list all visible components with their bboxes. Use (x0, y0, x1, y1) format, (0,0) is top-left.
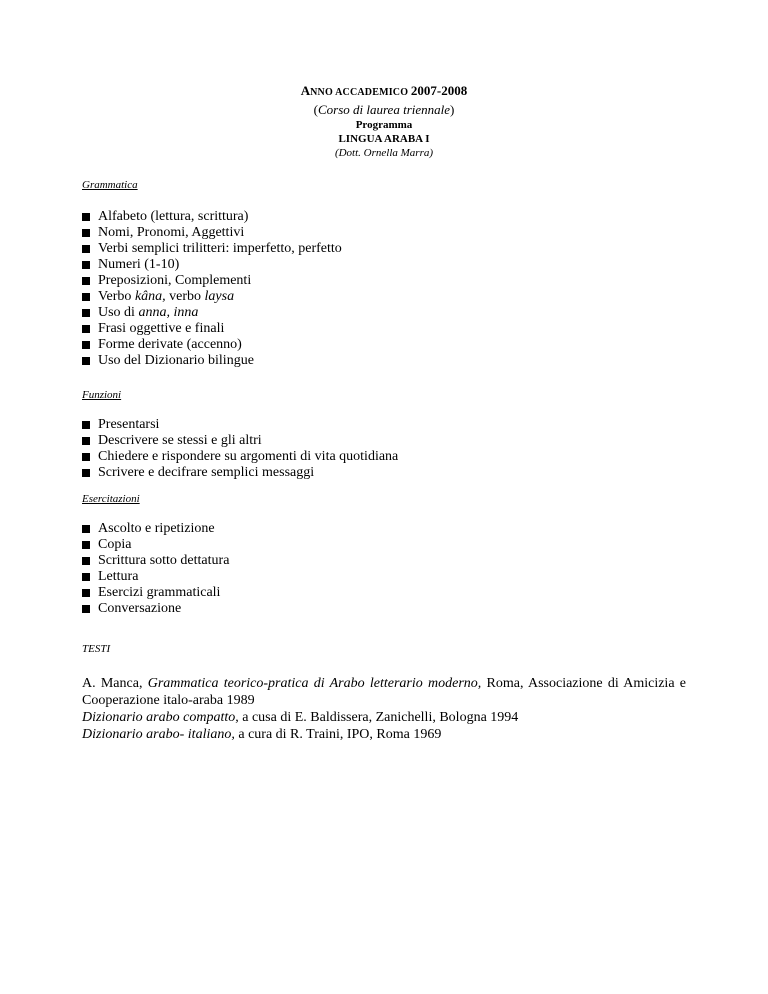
square-bullet-icon (82, 261, 90, 269)
list-item: Frasi oggettive e finali (82, 321, 342, 337)
square-bullet-icon (82, 277, 90, 285)
square-bullet-icon (82, 213, 90, 221)
course-type: (Corso di laurea triennale) (313, 102, 455, 117)
grammatica-list (82, 209, 342, 369)
list-item: Alfabeto (lettura, scrittura) (82, 209, 342, 225)
program-label: Programma (355, 119, 413, 131)
list-item: Uso di anna, inna (82, 305, 342, 321)
square-bullet-icon (82, 421, 90, 429)
list-item: Conversazione (82, 601, 229, 617)
square-bullet-icon (82, 341, 90, 349)
list-item: Verbi semplici trilitteri: imperfetto, perfetto (82, 241, 342, 257)
square-bullet-icon (82, 557, 90, 565)
list-item: Uso del Dizionario bilingue (82, 353, 342, 369)
list-item: Scrivere e decifrare semplici messaggi (82, 465, 398, 481)
section-label-funzioni: Funzioni (82, 389, 122, 401)
square-bullet-icon (82, 469, 90, 477)
square-bullet-icon (82, 229, 90, 237)
square-bullet-icon (82, 357, 90, 365)
square-bullet-icon (82, 541, 90, 549)
square-bullet-icon (82, 589, 90, 597)
academic-year-value: 2007-2008 (410, 83, 468, 98)
esercitazioni-list (82, 521, 229, 617)
references (82, 675, 686, 743)
square-bullet-icon (82, 245, 90, 253)
reference-item: Dizionario arabo- italiano, a cura di R. Traini, IPO, Roma 1969 (82, 727, 442, 742)
section-label-testi: TESTI (82, 643, 111, 655)
list-item: Forme derivate (accenno) (82, 337, 342, 353)
list-item: Chiedere e rispondere su argomenti di vita quotidiana (82, 449, 398, 465)
square-bullet-icon (82, 309, 90, 317)
list-item: Lettura (82, 569, 229, 585)
square-bullet-icon (82, 453, 90, 461)
teacher-name: (Dott. Ornella Marra) (334, 147, 434, 159)
list-item: Copia (82, 537, 229, 553)
square-bullet-icon (82, 437, 90, 445)
square-bullet-icon (82, 605, 90, 613)
course-type-text: Corso di laurea triennale (317, 102, 451, 117)
square-bullet-icon (82, 293, 90, 301)
square-bullet-icon (82, 525, 90, 533)
list-item: Verbo kâna, verbo laysa (82, 289, 342, 305)
section-label-grammatica: Grammatica (82, 179, 138, 191)
reference-item: A. Manca, Grammatica teorico-pratica di Arabo letterario moderno, Roma, Associazione di Amicizia e Cooperazione italo-araba 1989 (82, 676, 687, 708)
list-item: Preposizioni, Complementi (82, 273, 342, 289)
list-item: Esercizi grammaticali (82, 585, 229, 601)
square-bullet-icon (82, 325, 90, 333)
academic-year-label: NNO ACCADEMICO (310, 87, 411, 98)
list-item: Scrittura sotto dettatura (82, 553, 229, 569)
list-item: Descrivere se stessi e gli altri (82, 433, 398, 449)
funzioni-list (82, 417, 398, 481)
document-header (0, 82, 768, 160)
subject-title: LINGUA ARABA I (338, 133, 430, 145)
list-item: Numeri (1-10) (82, 257, 342, 273)
list-item: Ascolto e ripetizione (82, 521, 229, 537)
academic-year (0, 82, 768, 101)
square-bullet-icon (82, 573, 90, 581)
reference-item: Dizionario arabo compatto, a cusa di E. Baldissera, Zanichelli, Bologna 1994 (82, 710, 519, 725)
academic-year-initial: A (300, 83, 311, 98)
list-item: Nomi, Pronomi, Aggettivi (82, 225, 342, 241)
section-label-esercitazioni: Esercitazioni (82, 493, 140, 505)
list-item: Presentarsi (82, 417, 398, 433)
